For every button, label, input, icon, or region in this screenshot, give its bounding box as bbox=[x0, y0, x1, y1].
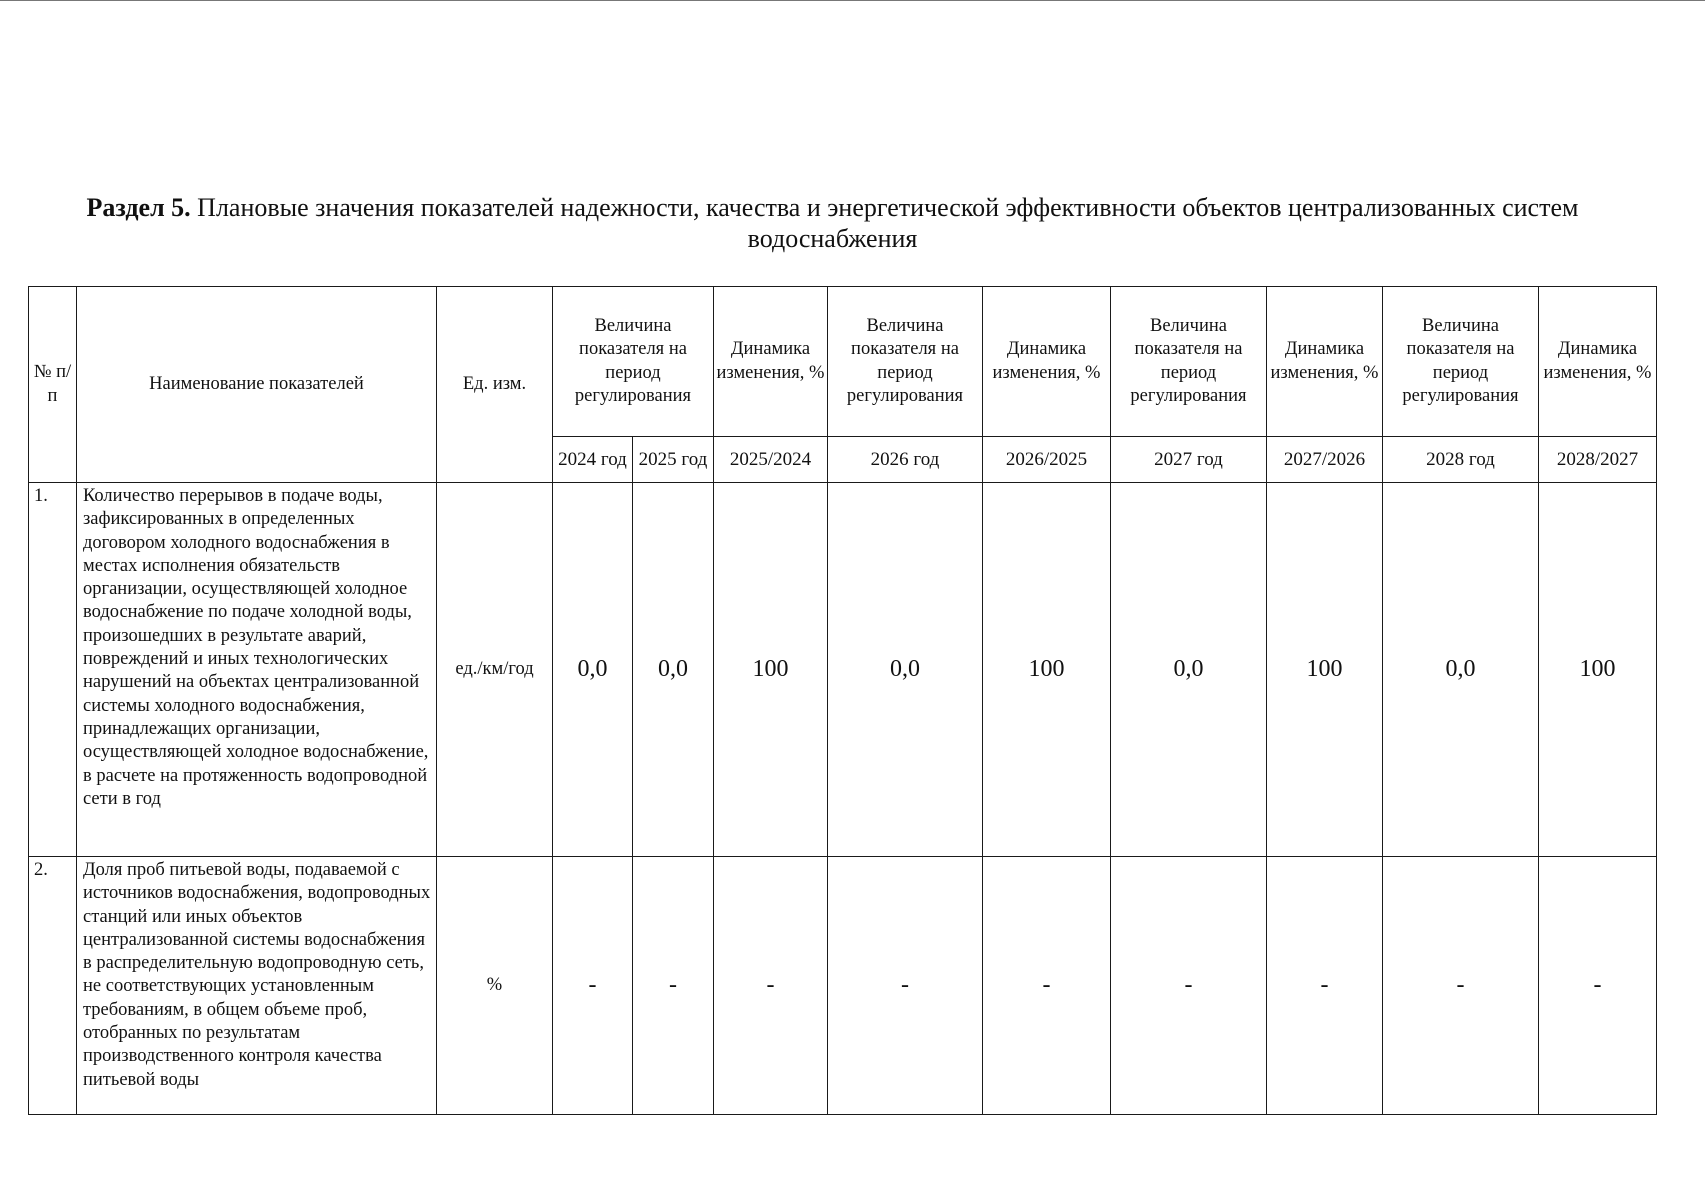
dynamics-2026-2025: 100 bbox=[983, 483, 1111, 857]
row-num: 1. bbox=[29, 483, 77, 857]
scan-edge-line bbox=[0, 0, 1705, 1]
subheader-2025-2024: 2025/2024 bbox=[714, 437, 828, 483]
section-title bbox=[30, 192, 1635, 254]
row-num: 2. bbox=[29, 857, 77, 1115]
dynamics-2028-2027: - bbox=[1539, 857, 1657, 1115]
section-title-text: Плановые значения показателей надежности, качества и энергетической эффективности объектов централизованных систем водоснабжения bbox=[197, 193, 1579, 253]
subheader-2026-2025: 2026/2025 bbox=[983, 437, 1111, 483]
header-period-value-2024-2025: Величина показателя на период регулирования bbox=[553, 287, 714, 437]
row-unit: % bbox=[437, 857, 553, 1115]
value-2027: - bbox=[1111, 857, 1267, 1115]
table-row bbox=[29, 857, 1657, 1115]
row-name: Доля проб питьевой воды, подаваемой с источников водоснабжения, водопроводных станций или иных объектов централизованной системы водоснабжения в распределительную водопроводную сеть, не соответствующих установленным требованиям, в общем объеме проб, отобранных по результатам производственного контроля качества питьевой воды bbox=[77, 857, 437, 1115]
value-2026: - bbox=[828, 857, 983, 1115]
subheader-2024: 2024 год bbox=[553, 437, 633, 483]
dynamics-2027-2026: 100 bbox=[1267, 483, 1383, 857]
subheader-2026: 2026 год bbox=[828, 437, 983, 483]
value-2025: - bbox=[633, 857, 714, 1115]
header-dynamics-2025: Динамика изменения, % bbox=[714, 287, 828, 437]
subheader-2027: 2027 год bbox=[1111, 437, 1267, 483]
value-2024: - bbox=[553, 857, 633, 1115]
header-period-value-2028: Величина показателя на период регулирования bbox=[1383, 287, 1539, 437]
header-row bbox=[29, 287, 1657, 437]
dynamics-2027-2026: - bbox=[1267, 857, 1383, 1115]
section-number: Раздел 5. bbox=[86, 193, 191, 222]
value-2024: 0,0 bbox=[553, 483, 633, 857]
header-num: № п/п bbox=[29, 287, 77, 483]
subheader-2028: 2028 год bbox=[1383, 437, 1539, 483]
header-period-value-2026: Величина показателя на период регулирования bbox=[828, 287, 983, 437]
header-dynamics-2026: Динамика изменения, % bbox=[983, 287, 1111, 437]
table-row bbox=[29, 483, 1657, 857]
indicators-table bbox=[28, 286, 1657, 1115]
dynamics-2028-2027: 100 bbox=[1539, 483, 1657, 857]
subheader-2027-2026: 2027/2026 bbox=[1267, 437, 1383, 483]
dynamics-2026-2025: - bbox=[983, 857, 1111, 1115]
header-name: Наименование показателей bbox=[77, 287, 437, 483]
subheader-2025: 2025 год bbox=[633, 437, 714, 483]
header-period-value-2027: Величина показателя на период регулирования bbox=[1111, 287, 1267, 437]
subheader-2028-2027: 2028/2027 bbox=[1539, 437, 1657, 483]
value-2028: 0,0 bbox=[1383, 483, 1539, 857]
value-2028: - bbox=[1383, 857, 1539, 1115]
value-2025: 0,0 bbox=[633, 483, 714, 857]
header-dynamics-2027: Динамика изменения, % bbox=[1267, 287, 1383, 437]
header-unit: Ед. изм. bbox=[437, 287, 553, 483]
header-dynamics-2028: Динамика изменения, % bbox=[1539, 287, 1657, 437]
value-2026: 0,0 bbox=[828, 483, 983, 857]
value-2027: 0,0 bbox=[1111, 483, 1267, 857]
row-name: Количество перерывов в подаче воды, зафиксированных в определенных договором холодного водоснабжения в местах исполнения обязательств организации, осуществляющей холодное водоснабжение по подаче холодной воды, произошедших в результате аварий, повреждений и иных технологических нарушений на объектах централизованной системы холодного водоснабжения, принадлежащих организации, осуществляющей холодное водоснабжение, в расчете на протяженность водопроводной сети в год bbox=[77, 483, 437, 857]
dynamics-2025-2024: - bbox=[714, 857, 828, 1115]
row-unit: ед./км/год bbox=[437, 483, 553, 857]
dynamics-2025-2024: 100 bbox=[714, 483, 828, 857]
